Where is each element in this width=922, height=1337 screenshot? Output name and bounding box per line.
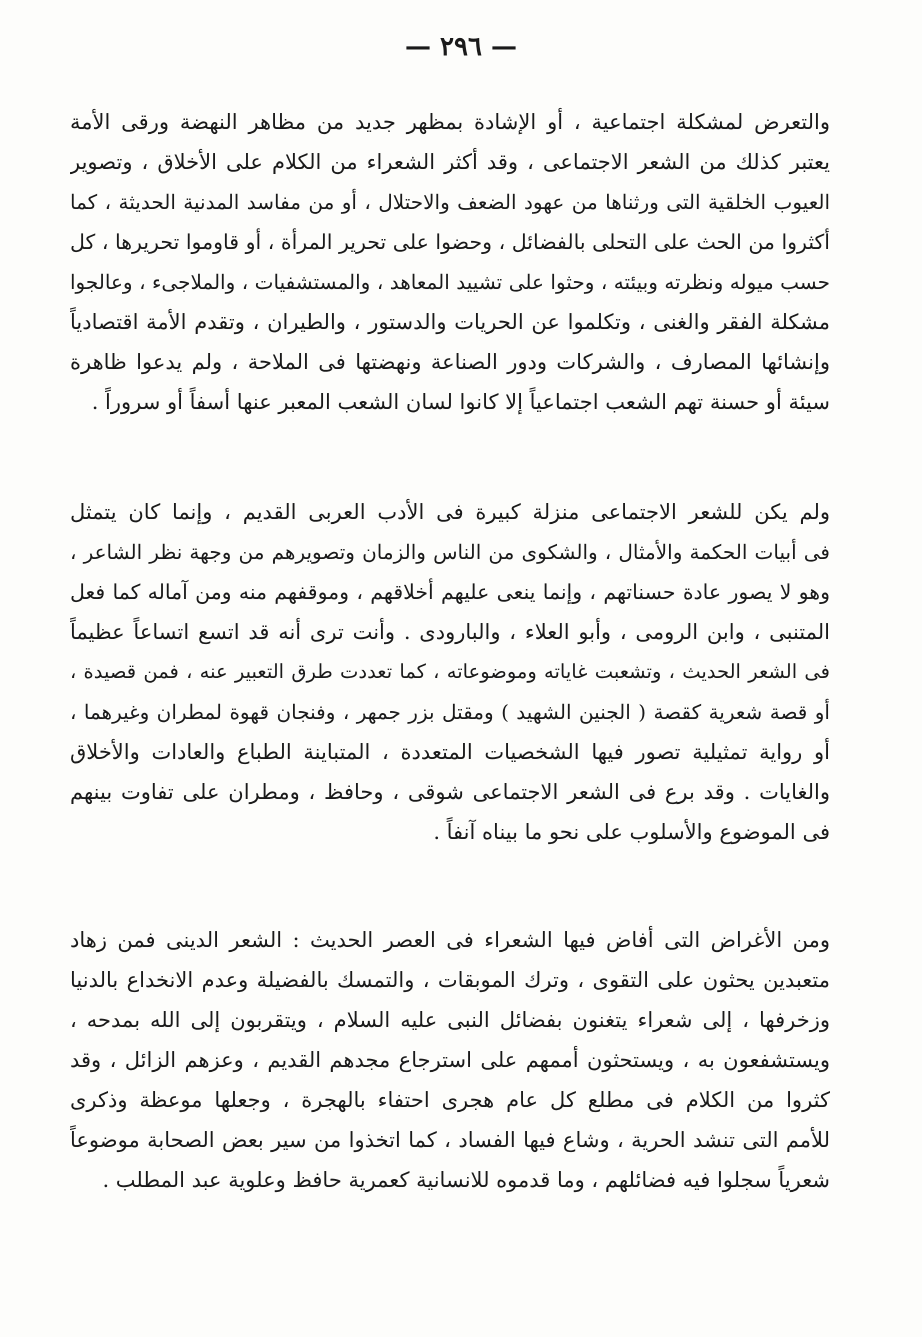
text-line: العيوب الخلقية التى ورثناها من عهود الضعف والاحتلال ، أو من مفاسد المدنية الحديثة ، كما [70, 190, 830, 214]
text-line: سيئة أو حسنة تهم الشعب اجتماعياً إلا كانوا لسان الشعب المعبر عنها أسفاً أو سروراً . [91, 390, 830, 414]
text-line: وإنشائها المصارف ، والشركات ودور الصناعة ونهضتها فى الملاحة ، ولم يدعوا ظاهرة [70, 350, 830, 374]
text-line: كثروا من الكلام فى مطلع كل عام هجرى احتفاء بالهجرة ، وجعلها موعظة وذكرى [70, 1088, 830, 1112]
text-line: فى الشعر الحديث ، وتشعبت غاياته وموضوعاته ، كما تعددت طرق التعبير عنه ، فمن قصيدة ، [70, 660, 830, 683]
text-line: متعبدين يحثون على التقوى ، وترك الموبقات ، والتمسك بالفضيلة وعدم الانخداع بالدنيا [70, 968, 830, 992]
text-line: يعتبر كذلك من الشعر الاجتماعى ، وقد أكثر الشعراء من الكلام على الأخلاق ، وتصوير [70, 150, 830, 174]
text-line: حسب ميوله ونظرته وبيئته ، وحثوا على تشييد المعاهد ، والمستشفيات ، والملاجىء ، وعالجوا [70, 270, 830, 294]
text-line: شعرياً سجلوا فيه فضائلهم ، وما قدموه للانسانية كعمرية حافظ وعلوية عبد المطلب . [102, 1168, 830, 1192]
text-line: والغايات . وقد برع فى الشعر الاجتماعى شوقى ، وحافظ ، ومطران على تفاوت بينهم [70, 780, 830, 804]
text-line: فى أبيات الحكمة والأمثال ، والشكوى من الناس والزمان وتصويرهم من وجهة نظر الشاعر ، [70, 540, 830, 564]
text-line: أو قصة شعرية كقصة ( الجنين الشهيد ) ومقتل بزر جمهر ، وفنجان قهوة لمطران وغيرهما ، [70, 700, 830, 724]
paragraph-religious-poetry [70, 920, 830, 1200]
page-number: — ٢٩٦ — [404, 32, 518, 62]
paragraph-social-poetry [70, 102, 830, 422]
text-line: والتعرض لمشكلة اجتماعية ، أو الإشادة بمظهر جديد من مظاهر النهضة ورقى الأمة [70, 110, 830, 134]
text-line: ويستشفعون به ، ويستحثون أممهم على استرجاع مجدهم القديم ، وعزهم الزائل ، وقد [70, 1048, 830, 1072]
text-line: أكثروا من الحث على التحلى بالفضائل ، وحضوا على تحرير المرأة ، أو قاوموا تحريرها ، كل [70, 230, 830, 254]
text-line: ومن الأغراض التى أفاض فيها الشعراء فى العصر الحديث : الشعر الدينى فمن زهاد [70, 928, 830, 952]
paragraph-old-vs-modern [70, 492, 830, 852]
text-line: أو رواية تمثيلية تصور فيها الشخصيات المتعددة ، المتباينة الطباع والعادات والأخلاق [70, 740, 830, 764]
text-line: المتنبى ، وابن الرومى ، وأبو العلاء ، والبارودى . وأنت ترى أنه قد اتسع اتساعاً عظيماً [70, 620, 830, 644]
text-line: ولم يكن للشعر الاجتماعى منزلة كبيرة فى الأدب العربى القديم ، وإنما كان يتمثل [70, 500, 830, 524]
text-line: للأمم التى تنشد الحرية ، وشاع فيها الفساد ، كما اتخذوا من سير بعض الصحابة موضوعاً [70, 1128, 830, 1152]
text-line: وزخرفها ، إلى شعراء يتغنون بفضائل النبى عليه السلام ، ويتقربون إلى الله بمدحه ، [70, 1008, 830, 1032]
text-line: وهو لا يصور عادة حسناتهم ، وإنما ينعى عليهم أخلاقهم ، وموقفهم منه ومن آماله كما فعل [70, 580, 830, 604]
text-line: مشكلة الفقر والغنى ، وتكلموا عن الحريات والدستور ، والطيران ، وتقدم الأمة اقتصادياً [70, 310, 830, 334]
text-line: فى الموضوع والأسلوب على نحو ما بيناه آنفاً . [433, 820, 830, 844]
